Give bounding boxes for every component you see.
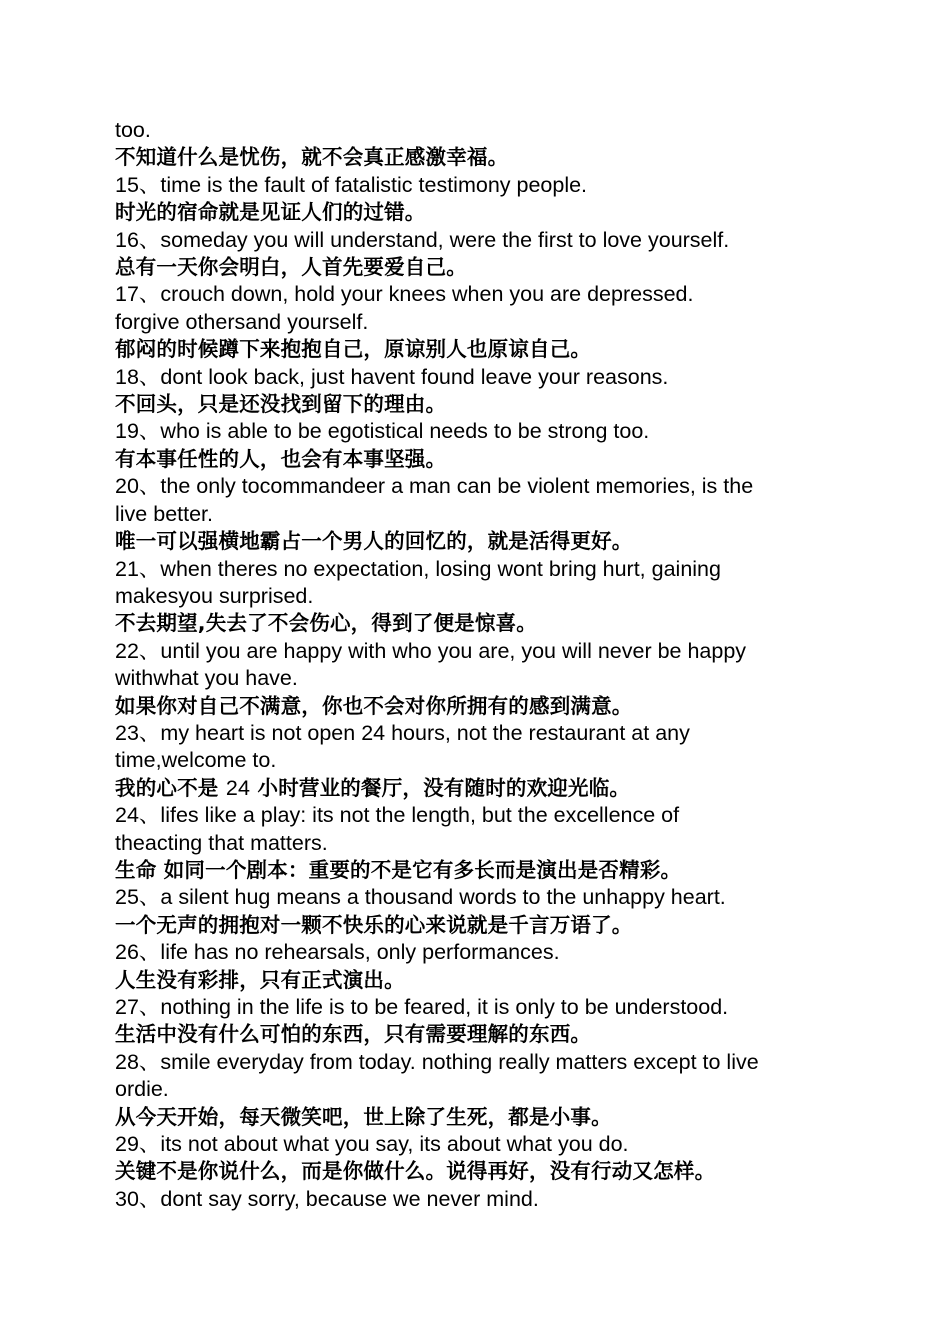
english-quote-line: time,welcome to.: [115, 748, 277, 773]
chinese-translation-line: 一个无声的拥抱对一颗不快乐的心来说就是千言万语了。: [115, 912, 633, 937]
chinese-translation-line: 不知道什么是忧伤，就不会真正感激幸福。: [115, 145, 509, 170]
english-quote-line: forgive othersand yourself.: [115, 309, 369, 334]
english-quote-line: 25、a silent hug means a thousand words to the unhappy heart.: [115, 885, 726, 910]
chinese-translation-line: 时光的宿命就是见证人们的过错。: [115, 200, 426, 225]
chinese-translation-line: 不回头，只是还没找到留下的理由。: [115, 392, 447, 417]
english-quote-line: 24、lifes like a play: its not the length, but the excellence of: [115, 803, 680, 828]
english-quote-line: live better.: [115, 501, 213, 526]
chinese-translation-line: 有本事任性的人，也会有本事坚强。: [115, 446, 447, 471]
english-quote-line: ordie.: [115, 1077, 169, 1102]
chinese-translation-line: 从今天开始，每天微笑吧，世上除了生死，都是小事。: [115, 1104, 612, 1129]
chinese-translation-line: 总有一天你会明白，人首先要爱自己。: [115, 255, 467, 280]
english-quote-line: too.: [115, 118, 151, 142]
english-quote-line: 22、until you are happy with who you are, you will never be happy: [115, 638, 747, 663]
english-quote-line: withwhat you have.: [115, 666, 298, 691]
translation-text-part: 小时营业的餐厅，没有随时的欢迎光临。: [250, 775, 631, 800]
quotes-text-body: [115, 117, 845, 1213]
english-quote-line: 17、crouch down, hold your knees when you are depressed.: [115, 282, 694, 307]
chinese-translation-line: 不去期望,失去了不会伤心，得到了便是惊喜。: [115, 611, 537, 636]
chinese-translation-line: 郁闷的时候蹲下来抱抱自己，原谅别人也原谅自己。: [115, 337, 592, 362]
english-quote-line: 20、the only tocommandeer a man can be violent memories, is the: [115, 474, 754, 499]
english-quote-line: 19、who is able to be egotistical needs to be strong too.: [115, 419, 650, 444]
english-quote-line: 21、when theres no expectation, losing wont bring hurt, gaining: [115, 556, 721, 581]
english-quote-line: 18、dont look back, just havent found leave your reasons.: [115, 364, 669, 389]
translation-text-part: 我的心不是: [115, 775, 226, 800]
english-quote-line: theacting that matters.: [115, 830, 328, 855]
chinese-translation-line: 如果你对自己不满意，你也不会对你所拥有的感到满意。: [115, 693, 633, 718]
english-quote-line: 15、time is the fault of fatalistic testimony people.: [115, 172, 588, 197]
english-quote-line: 28、smile everyday from today. nothing really matters except to live: [115, 1049, 759, 1074]
english-quote-line: 30、dont say sorry, because we never mind.: [115, 1186, 539, 1211]
chinese-translation-line: 关键不是你说什么，而是你做什么。说得再好，没有行动又怎样。: [115, 1159, 716, 1184]
chinese-translation-line: 唯一可以强横地霸占一个男人的回忆的，就是活得更好。: [115, 529, 633, 554]
translation-number: 24: [225, 775, 251, 800]
english-quote-line: 16、someday you will understand, were the first to love yourself.: [115, 227, 730, 252]
chinese-translation-line: 生活中没有什么可怕的东西，只有需要理解的东西。: [115, 1022, 592, 1047]
chinese-translation-line: [115, 775, 845, 802]
english-quote-line: 23、my heart is not open 24 hours, not the restaurant at any: [115, 720, 690, 745]
english-quote-line: 27、nothing in the life is to be feared, it is only to be understood.: [115, 995, 729, 1019]
chinese-translation-line: 生命 如同一个剧本：重要的不是它有多长而是演出是否精彩。: [115, 857, 682, 882]
chinese-translation-line: 人生没有彩排，只有正式演出。: [115, 967, 405, 992]
english-quote-line: 26、life has no rehearsals, only performances.: [115, 940, 560, 965]
english-quote-line: makesyou surprised.: [115, 583, 314, 608]
english-quote-line: 29、its not about what you say, its about what you do.: [115, 1132, 629, 1157]
